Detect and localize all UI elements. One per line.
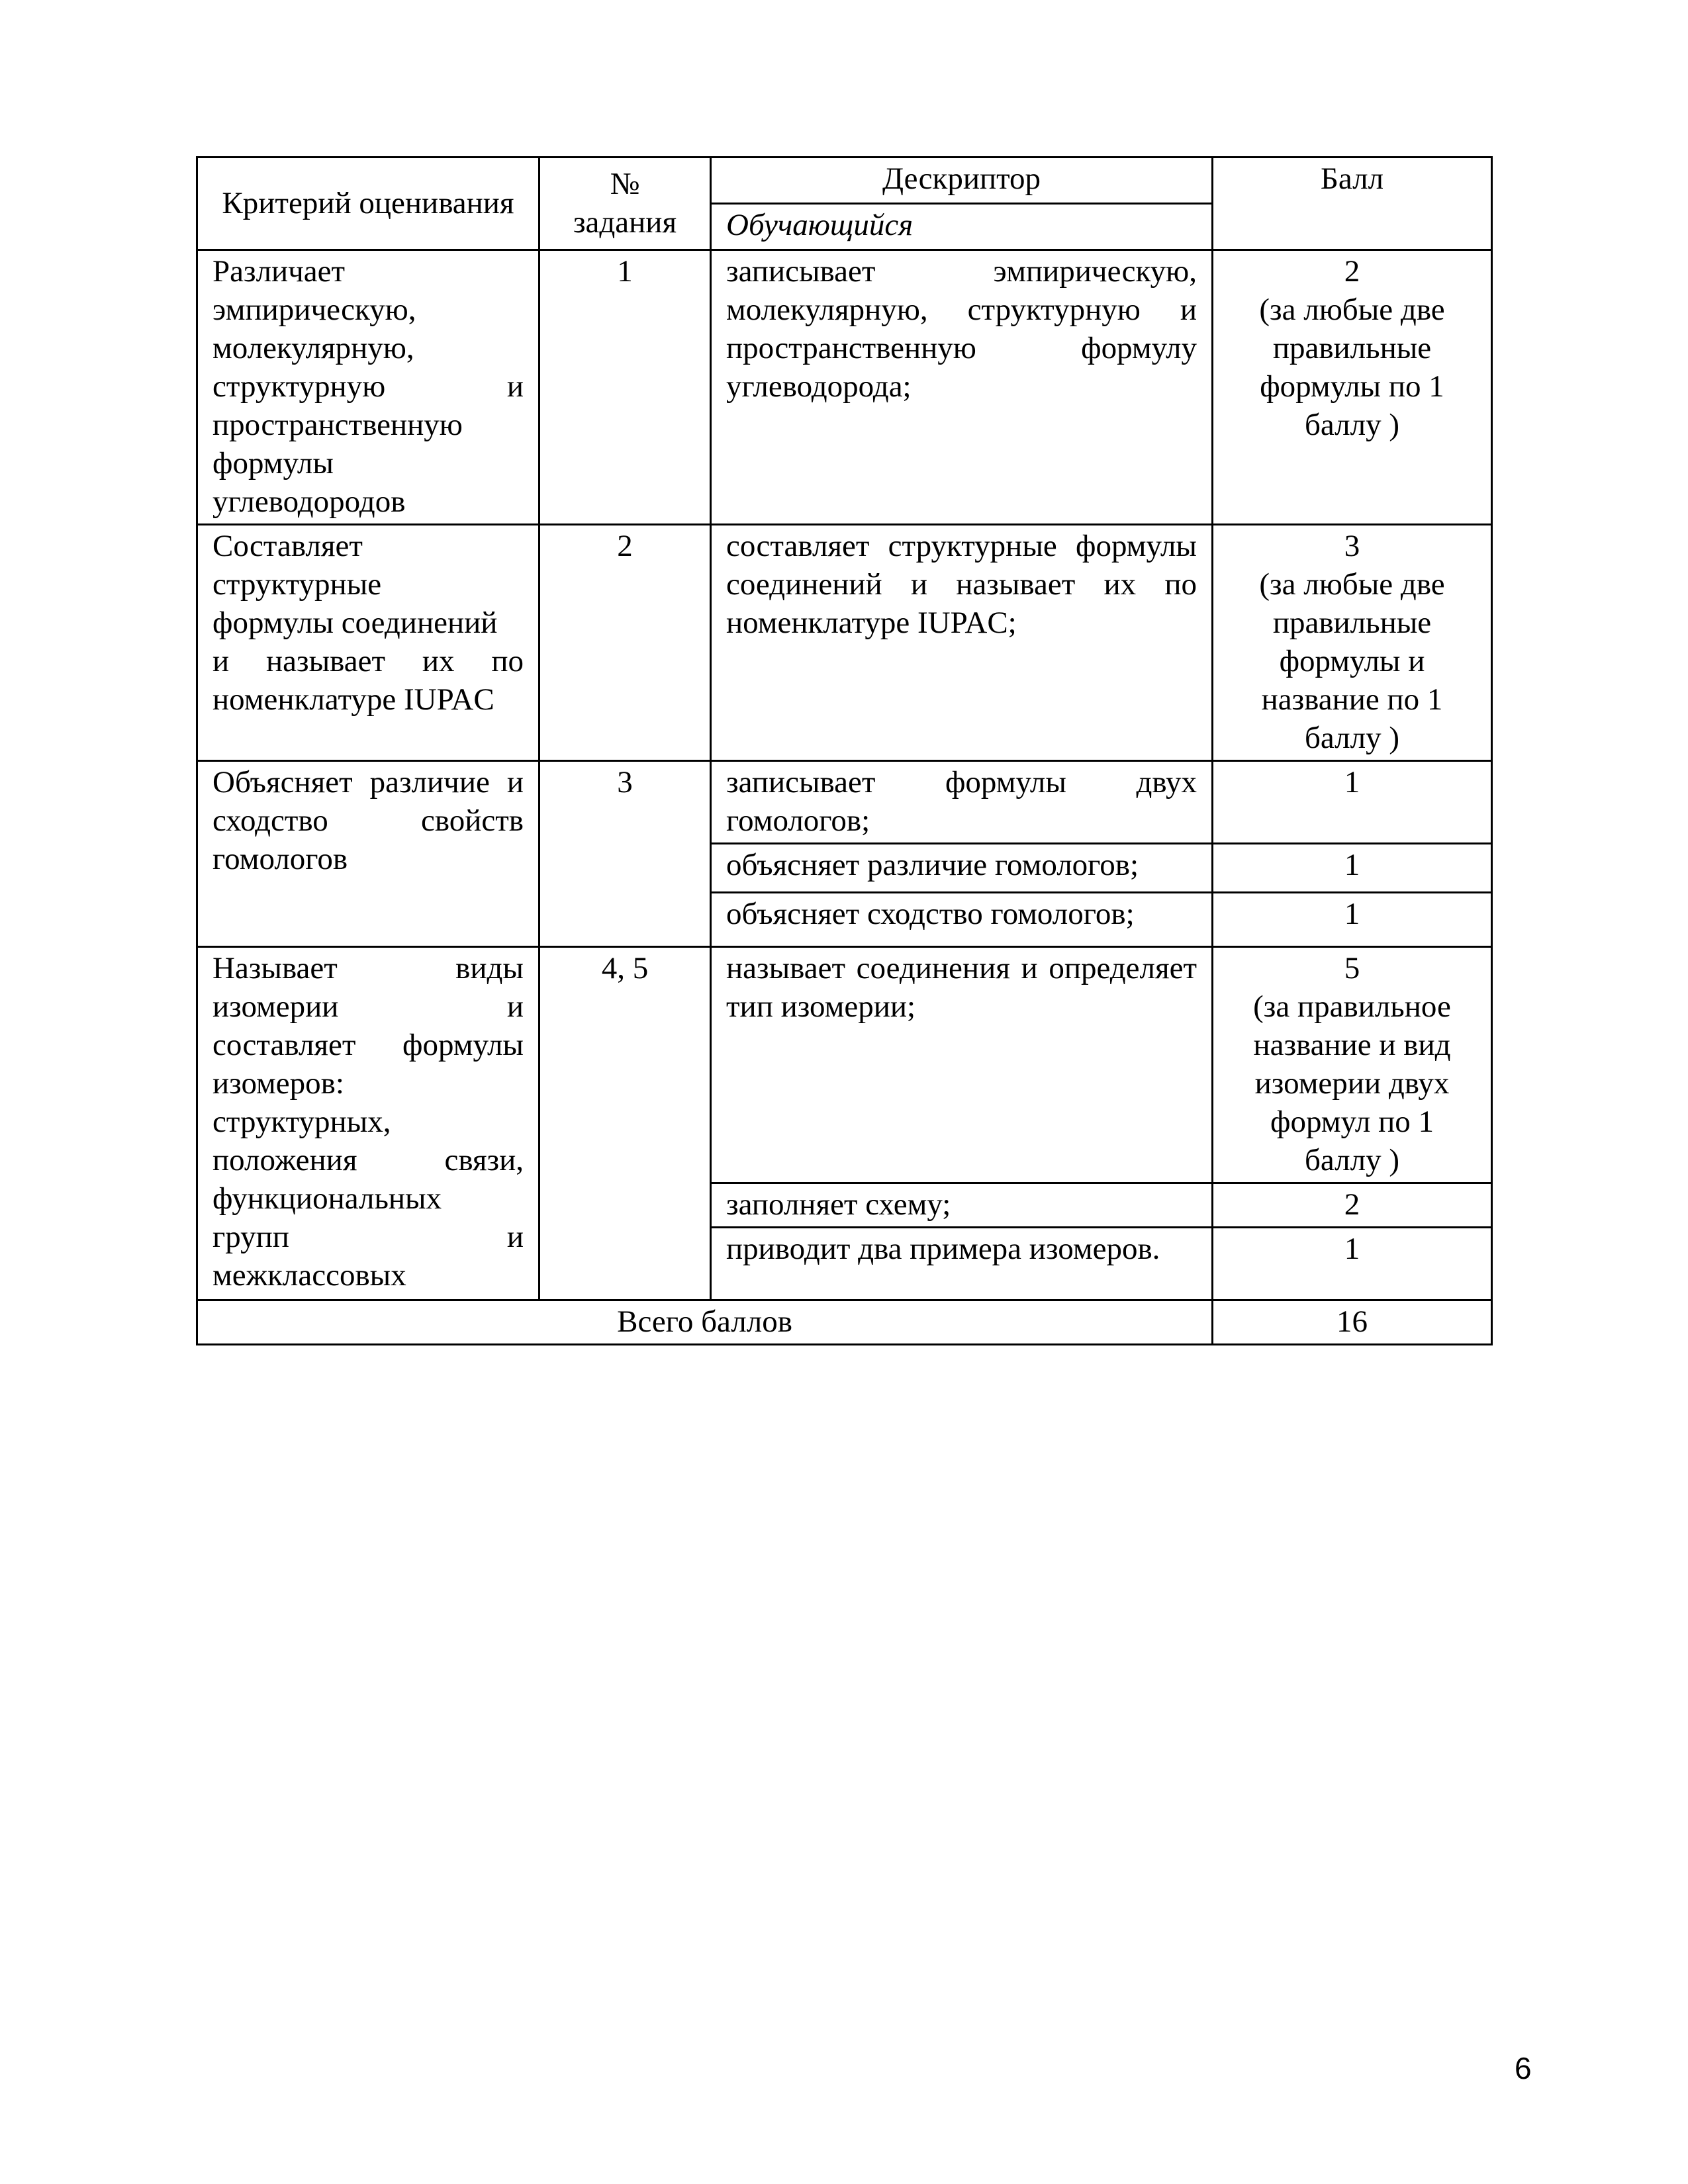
descriptor-cell: объясняет различие гомологов; (711, 844, 1213, 893)
header-student: Обучающийся (711, 204, 1213, 250)
table-row (197, 761, 1492, 844)
criterion-line: межклассовых (212, 1258, 406, 1293)
criterion-line: и называет их по (212, 644, 524, 678)
descriptor-cell: называет соединения и определяет тип изомерии; (711, 947, 1213, 1183)
descriptor-cell: заполняет схему; (711, 1183, 1213, 1228)
score-line: изомерии двух (1254, 1066, 1450, 1101)
header-descriptor: Дескриптор (711, 158, 1213, 204)
score-cell (1213, 250, 1492, 525)
criterion-cell (197, 525, 539, 761)
total-value: 16 (1213, 1300, 1492, 1345)
score-line: формулы по 1 (1260, 369, 1444, 404)
criterion-line: функциональных (212, 1181, 442, 1216)
criterion-line: изомерии и (212, 989, 524, 1024)
task-number-cell: 2 (539, 525, 711, 761)
header-task-number: № задания (539, 158, 711, 250)
score-line: (за правильное (1253, 989, 1451, 1024)
score-line: 2 (1344, 254, 1360, 289)
criterion-line: составляет формулы (212, 1028, 524, 1062)
descriptor-cell: приводит два примера изомеров. (711, 1228, 1213, 1300)
score-cell: 1 (1213, 893, 1492, 947)
assessment-rubric-table (196, 156, 1493, 1345)
criterion-line: Составляет (212, 529, 363, 563)
score-cell: 1 (1213, 1228, 1492, 1300)
score-line: баллу ) (1305, 408, 1399, 442)
criterion-line: формулы (212, 446, 334, 480)
score-line: название и вид (1253, 1028, 1451, 1062)
criterion-line: положения связи, (212, 1143, 524, 1177)
score-cell (1213, 947, 1492, 1183)
total-row (197, 1300, 1492, 1345)
criterion-cell (197, 250, 539, 525)
score-line: (за любые две (1259, 293, 1445, 327)
page-number: 6 (1515, 2051, 1532, 2085)
score-line: формулы и (1279, 644, 1425, 678)
score-line: баллу ) (1305, 721, 1399, 755)
score-line: формул по 1 (1270, 1105, 1434, 1139)
score-line: правильные (1272, 606, 1432, 640)
descriptor-cell: составляет структурные формулы соединений и называет их по номенклатуре IUPAC; (711, 525, 1213, 761)
descriptor-cell: записывает эмпирическую, молекулярную, структурную и пространственную формулу углеводорода; (711, 250, 1213, 525)
criterion-line: углеводородов (212, 484, 406, 519)
total-label: Всего баллов (197, 1300, 1213, 1345)
criterion-line: групп и (212, 1220, 524, 1254)
table-row (197, 250, 1492, 525)
table-row (197, 525, 1492, 761)
header-criterion: Критерий оценивания (197, 158, 539, 250)
score-cell: 2 (1213, 1183, 1492, 1228)
criterion-line: пространственную (212, 408, 463, 442)
score-line: правильные (1272, 331, 1432, 365)
criterion-cell (197, 947, 539, 1300)
score-line: баллу ) (1305, 1143, 1399, 1177)
criterion-line: эмпирическую, (212, 293, 416, 327)
score-line: 5 (1344, 951, 1360, 985)
descriptor-cell: записывает формулы двух гомологов; (711, 761, 1213, 844)
task-number-cell: 1 (539, 250, 711, 525)
criterion-line: структурные (212, 567, 382, 602)
score-line: 3 (1344, 529, 1360, 563)
descriptor-cell: объясняет сходство гомологов; (711, 893, 1213, 947)
table-header-row (197, 158, 1492, 204)
criterion-line: Называет виды (212, 951, 524, 985)
score-line: (за любые две (1259, 567, 1445, 602)
criterion-line: Различает (212, 254, 346, 289)
criterion-cell: Объясняет различие и сходство свойств гомологов (197, 761, 539, 947)
score-line: название по 1 (1261, 682, 1443, 717)
score-cell (1213, 525, 1492, 761)
score-cell: 1 (1213, 761, 1492, 844)
table-row (197, 947, 1492, 1183)
score-cell: 1 (1213, 844, 1492, 893)
task-number-cell: 4, 5 (539, 947, 711, 1300)
criterion-line: структурных, (212, 1105, 391, 1139)
task-number-cell: 3 (539, 761, 711, 947)
criterion-line: молекулярную, (212, 331, 414, 365)
criterion-line: изомеров: (212, 1066, 344, 1101)
criterion-line: номенклатуре IUPAC (212, 682, 494, 717)
criterion-line: структурную и (212, 369, 524, 404)
criterion-line: формулы соединений (212, 606, 498, 640)
header-score: Балл (1213, 158, 1492, 250)
